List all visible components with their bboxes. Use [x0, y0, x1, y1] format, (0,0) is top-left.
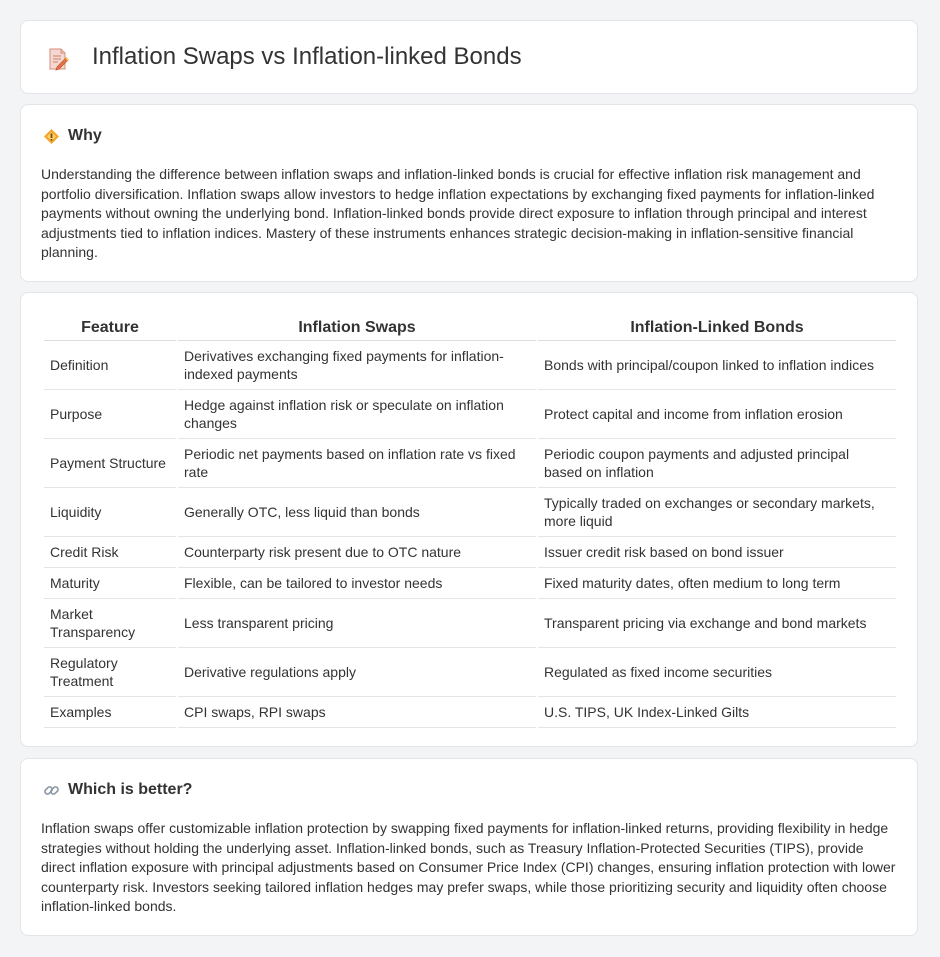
row-swaps: Less transparent pricing — [178, 599, 536, 648]
better-header — [43, 781, 192, 799]
which-is-better-section — [20, 758, 918, 936]
diamond-signal-icon — [43, 128, 60, 145]
why-text: Understanding the difference between inflation swaps and inflation-linked bonds is crucial for effective inflation risk management and portfolio diversification. Inflation swaps allow investors to hedge inflation expectations by exchanging fixed payments for inflation-linked payments without owning the underlying bond. Inflation-linked bonds provide direct exposure to inflation through principal and interest adjustments tied to inflation indices. Mastery of these instruments enhances strategic decision-making in inflation-sensitive financial planning. — [41, 166, 875, 260]
table-row — [44, 697, 896, 728]
row-feature: Liquidity — [44, 488, 176, 537]
table-row — [44, 439, 896, 488]
table-row — [44, 568, 896, 599]
row-swaps: Derivatives exchanging fixed payments for inflation-indexed payments — [178, 341, 536, 390]
row-bonds: Protect capital and income from inflation erosion — [538, 390, 896, 439]
row-swaps: Periodic net payments based on inflation rate vs fixed rate — [178, 439, 536, 488]
row-feature: Credit Risk — [44, 537, 176, 568]
why-header — [43, 127, 102, 145]
row-swaps: Counterparty risk present due to OTC nature — [178, 537, 536, 568]
row-feature: Market Transparency — [44, 599, 176, 648]
page-title: Inflation Swaps vs Inflation-linked Bonds — [92, 43, 522, 70]
row-feature: Regulatory Treatment — [44, 648, 176, 697]
comparison-table-card — [20, 292, 918, 747]
row-feature: Definition — [44, 341, 176, 390]
why-title: Why — [68, 127, 102, 144]
table-row — [44, 341, 896, 390]
comparison-table — [42, 316, 898, 728]
table-row — [44, 390, 896, 439]
row-swaps: Derivative regulations apply — [178, 648, 536, 697]
header-inflation-linked-bonds: Inflation-Linked Bonds — [538, 316, 896, 341]
table-row — [44, 488, 896, 537]
row-bonds: Periodic coupon payments and adjusted principal based on inflation — [538, 439, 896, 488]
row-feature: Purpose — [44, 390, 176, 439]
row-bonds: Fixed maturity dates, often medium to long term — [538, 568, 896, 599]
row-swaps: CPI swaps, RPI swaps — [178, 697, 536, 728]
row-feature: Maturity — [44, 568, 176, 599]
title-card — [20, 20, 918, 94]
table-row — [44, 599, 896, 648]
row-bonds: U.S. TIPS, UK Index-Linked Gilts — [538, 697, 896, 728]
row-swaps: Hedge against inflation risk or speculate on inflation changes — [178, 390, 536, 439]
row-bonds: Regulated as fixed income securities — [538, 648, 896, 697]
header-feature: Feature — [44, 316, 176, 341]
row-feature: Examples — [44, 697, 176, 728]
table-header-row — [44, 316, 896, 341]
row-feature: Payment Structure — [44, 439, 176, 488]
row-bonds: Transparent pricing via exchange and bond markets — [538, 599, 896, 648]
link-icon — [43, 782, 60, 799]
row-bonds: Typically traded on exchanges or secondary markets, more liquid — [538, 488, 896, 537]
row-bonds: Issuer credit risk based on bond issuer — [538, 537, 896, 568]
better-title: Which is better? — [68, 781, 193, 798]
table-row — [44, 537, 896, 568]
why-section — [20, 104, 918, 282]
row-swaps: Flexible, can be tailored to investor needs — [178, 568, 536, 599]
better-text: Inflation swaps offer customizable inflation protection by swapping fixed payments for inflation-linked returns, providing flexibility in hedge strategies without holding the underlying asset. Inflation-linked bonds, such as Treasury Inflation-Protected Securities (TIPS), provide direct inflation exposure with principal adjustments based on Consumer Price Index (CPI) changes, ensuring inflation protection with lower counterparty risk. Investors seeking tailored inflation hedges may prefer swaps, while those prioritizing security and liquidity often choose inflation-linked bonds. — [41, 820, 896, 914]
table-row — [44, 648, 896, 697]
header-inflation-swaps: Inflation Swaps — [178, 316, 536, 341]
row-swaps: Generally OTC, less liquid than bonds — [178, 488, 536, 537]
document-pen-icon — [47, 47, 69, 71]
row-bonds: Bonds with principal/coupon linked to inflation indices — [538, 341, 896, 390]
